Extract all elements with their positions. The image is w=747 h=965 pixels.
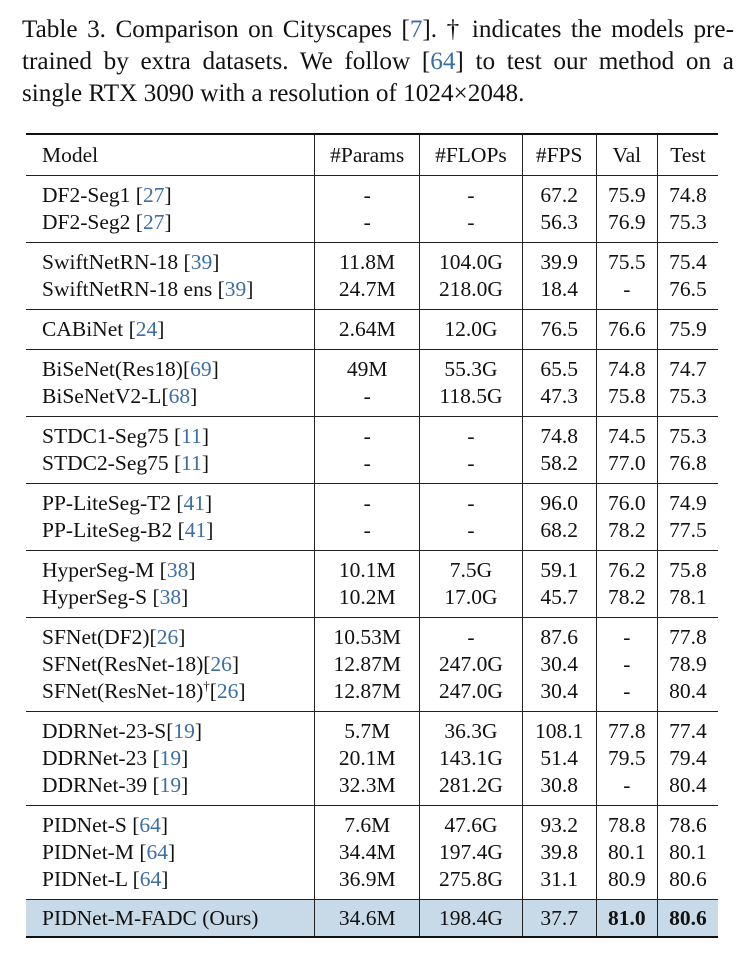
table-row [26, 618, 718, 652]
flops-cell: 118.5G [420, 383, 522, 417]
model-cell [26, 551, 315, 585]
citation-link[interactable]: 39 [190, 250, 213, 274]
fps-cell: 31.1 [522, 866, 596, 900]
table-row [26, 484, 718, 518]
model-name: DDRNet-23-S [42, 719, 167, 743]
test-cell: 79.4 [669, 746, 707, 770]
val-cell: - [596, 651, 657, 678]
flops-cell: - [420, 209, 522, 243]
fps-cell: 58.2 [522, 450, 596, 484]
params-cell: 11.8M [315, 243, 420, 277]
test-cell: 80.4 [669, 773, 707, 797]
bracket-close: ] [181, 746, 189, 770]
model-name: PIDNet-M [42, 840, 140, 864]
model-group [26, 551, 718, 618]
flops-cell: 7.5G [420, 551, 522, 585]
table-row [26, 678, 718, 712]
model-name: PIDNet-S [42, 813, 133, 837]
citation-link[interactable]: 11 [181, 424, 202, 448]
test-cell: 75.3 [669, 210, 707, 234]
params-cell: 10.2M [315, 584, 420, 618]
table-row [26, 712, 718, 746]
caption-text-2: ]. † indicates the models pre-trained by extra datasets. We follow [ [22, 16, 734, 75]
citation-link[interactable]: 68 [168, 384, 191, 408]
table-row [26, 584, 718, 618]
bracket-close: ] [168, 840, 176, 864]
val-cell: 78.2 [596, 584, 657, 618]
model-name: PIDNet-L [42, 867, 133, 891]
test-cell: 77.5 [669, 518, 707, 542]
model-name: BiSeNetV2-L [42, 384, 162, 408]
model-name: SwiftNetRN-18 [42, 250, 184, 274]
flops-cell: 281.2G [420, 772, 522, 806]
table-row [26, 176, 718, 210]
model-cell [26, 276, 315, 310]
bracket-close: ] [190, 384, 198, 408]
model-group [26, 176, 718, 243]
citation-link[interactable]: 24 [135, 317, 158, 341]
bracket-open: [ [159, 558, 167, 582]
bracket-close: ] [205, 491, 213, 515]
test-cell: 75.3 [669, 384, 707, 408]
fps-cell: 76.5 [522, 310, 596, 350]
fps-cell: 30.4 [522, 678, 596, 712]
fps-cell: 39.9 [522, 243, 596, 277]
table-row [26, 806, 718, 840]
flops-cell: 17.0G [420, 584, 522, 618]
model-group [26, 618, 718, 712]
model-name: HyperSeg-S [42, 585, 153, 609]
header-flops: #FLOPs [420, 134, 522, 176]
bracket-close: ] [157, 317, 165, 341]
params-cell: - [315, 417, 420, 451]
bracket-close: ] [164, 210, 172, 234]
fps-cell: 30.4 [522, 651, 596, 678]
bracket-open: [ [161, 384, 169, 408]
fps-cell: 45.7 [522, 584, 596, 618]
fps-cell: 65.5 [522, 350, 596, 384]
bracket-open: [ [152, 746, 160, 770]
model-name: SwiftNetRN-18 ens [42, 277, 218, 301]
table-row [26, 383, 718, 417]
bracket-close: ] [181, 773, 189, 797]
bracket-open: [ [176, 491, 184, 515]
model-name: SFNet(ResNet-18) [42, 679, 204, 703]
bracket-close: ] [206, 518, 214, 542]
test-cell: 75.9 [669, 317, 707, 341]
model-cell [26, 383, 315, 417]
citation-link[interactable]: 26 [156, 625, 179, 649]
val-cell: 78.8 [596, 806, 657, 840]
ours-row [26, 900, 718, 938]
fps-cell: 108.1 [522, 712, 596, 746]
model-name: SFNet(DF2) [42, 625, 150, 649]
bracket-close: ] [181, 585, 189, 609]
table-row [26, 772, 718, 806]
caption-text-3: ] to test our method on a single RTX 3090 with a resolution of 1024×2048. [22, 48, 734, 107]
bracket-open: [ [209, 679, 217, 703]
model-cell [26, 806, 315, 840]
model-cell [26, 243, 315, 277]
citation-link[interactable]: 64 [139, 813, 161, 837]
bracket-close: ] [188, 558, 196, 582]
caption-text-1: Table 3. Comparison on Cityscapes [ [22, 16, 410, 43]
val-cell: - [596, 678, 657, 712]
bracket-close: ] [238, 679, 246, 703]
table-row [26, 839, 718, 866]
flops-cell: 55.3G [420, 350, 522, 384]
fps-cell: 67.2 [522, 176, 596, 210]
model-cell [26, 417, 315, 451]
bracket-close: ] [201, 451, 210, 475]
params-cell: 36.9M [315, 866, 420, 900]
model-name: BiSeNet(Res18) [42, 357, 183, 381]
table-caption [22, 14, 734, 110]
flops-cell: 12.0G [420, 310, 522, 350]
bracket-open: [ [177, 518, 185, 542]
model-name: SFNet(ResNet-18) [42, 652, 204, 676]
citation-link[interactable]: 26 [210, 652, 232, 676]
test-cell: 75.3 [669, 424, 707, 448]
table-row [26, 417, 718, 451]
header-fps: #FPS [522, 134, 596, 176]
bracket-open: [ [132, 867, 140, 891]
bracket-open: [ [135, 183, 143, 207]
model-cell [26, 651, 315, 678]
bracket-open: [ [135, 210, 143, 234]
model-group [26, 243, 718, 310]
bracket-open: [ [152, 773, 160, 797]
model-name: STDC2-Seg75 [42, 451, 174, 475]
val-cell: - [596, 618, 657, 652]
val-cell: 81.0 [596, 900, 657, 938]
table-row [26, 745, 718, 772]
bracket-open: [ [203, 652, 211, 676]
test-cell: 75.4 [669, 250, 707, 274]
model-name: DF2-Seg1 [42, 183, 136, 207]
fps-cell: 56.3 [522, 209, 596, 243]
bracket-open: [ [174, 424, 182, 448]
test-cell: 80.1 [669, 840, 707, 864]
fps-cell: 68.2 [522, 517, 596, 551]
citation-link[interactable]: 64 [139, 867, 162, 891]
val-cell: 75.8 [596, 383, 657, 417]
test-cell: 78.6 [669, 813, 707, 837]
fps-cell: 93.2 [522, 806, 596, 840]
bracket-open: [ [174, 451, 182, 475]
bracket-close: ] [201, 424, 210, 448]
params-cell: 12.87M [315, 651, 420, 678]
params-cell: - [315, 484, 420, 518]
fps-cell: 87.6 [522, 618, 596, 652]
val-cell: 76.9 [596, 209, 657, 243]
bracket-close: ] [212, 250, 220, 274]
bracket-close: ] [161, 867, 169, 891]
model-group [26, 806, 718, 900]
bracket-close: ] [246, 277, 254, 301]
val-cell: 78.2 [596, 517, 657, 551]
params-cell: - [315, 450, 420, 484]
table-row [26, 276, 718, 310]
model-cell [26, 772, 315, 806]
fps-cell: 30.8 [522, 772, 596, 806]
test-cell: 74.7 [669, 357, 707, 381]
val-cell: 79.5 [596, 745, 657, 772]
params-cell: 7.6M [315, 806, 420, 840]
fps-cell: 37.7 [522, 900, 596, 938]
val-cell: 77.8 [596, 712, 657, 746]
flops-cell: - [420, 517, 522, 551]
table-row [26, 651, 718, 678]
model-cell [26, 350, 315, 384]
bracket-close: ] [178, 625, 186, 649]
table-row [26, 551, 718, 585]
flops-cell: - [420, 176, 522, 210]
val-cell: 76.2 [596, 551, 657, 585]
val-cell: 74.5 [596, 417, 657, 451]
citation-link[interactable]: 11 [181, 451, 202, 475]
params-cell: 24.7M [315, 276, 420, 310]
params-cell: 5.7M [315, 712, 420, 746]
citation-link[interactable]: 19 [159, 773, 182, 797]
flops-cell: 198.4G [420, 900, 522, 938]
table-row [26, 350, 718, 384]
model-name: STDC1-Seg75 [42, 424, 174, 448]
val-cell: 80.1 [596, 839, 657, 866]
ours-row-group [26, 900, 718, 938]
params-cell: 10.53M [315, 618, 420, 652]
model-cell [26, 584, 315, 618]
test-cell: 78.1 [669, 585, 707, 609]
model-name: PIDNet-M-FADC (Ours) [26, 900, 315, 938]
citation-link[interactable]: 27 [142, 210, 165, 234]
citation-link[interactable]: 39 [224, 277, 247, 301]
bracket-open: [ [217, 277, 225, 301]
val-cell: 76.6 [596, 310, 657, 350]
model-group [26, 484, 718, 551]
citation-link[interactable]: 41 [183, 491, 206, 515]
flops-cell: 104.0G [420, 243, 522, 277]
model-cell [26, 176, 315, 210]
bracket-close: ] [160, 813, 169, 837]
bracket-close: ] [164, 183, 172, 207]
bracket-open: [ [166, 719, 174, 743]
bracket-close: ] [194, 719, 203, 743]
params-cell: - [315, 209, 420, 243]
test-cell: 76.8 [669, 451, 707, 475]
test-cell: 77.8 [669, 625, 707, 649]
bracket-close: ] [231, 652, 240, 676]
model-cell [26, 517, 315, 551]
fps-cell: 51.4 [522, 745, 596, 772]
val-cell: 76.0 [596, 484, 657, 518]
flops-cell: - [420, 618, 522, 652]
fps-cell: 96.0 [522, 484, 596, 518]
model-cell [26, 678, 315, 712]
bracket-open: [ [182, 357, 191, 381]
flops-cell: 218.0G [420, 276, 522, 310]
params-cell: 12.87M [315, 678, 420, 712]
header-test: Test [670, 142, 706, 167]
table-row [26, 310, 718, 350]
params-cell: 32.3M [315, 772, 420, 806]
bracket-open: [ [152, 585, 160, 609]
test-cell: 76.5 [669, 277, 707, 301]
val-cell: - [596, 772, 657, 806]
citation-link[interactable]: 26 [216, 679, 239, 703]
flops-cell: 36.3G [420, 712, 522, 746]
citation-link[interactable]: 38 [159, 585, 182, 609]
flops-cell: 247.0G [420, 678, 522, 712]
pretrained-dagger-mark: † [203, 677, 210, 693]
citation-link[interactable]: 64 [146, 840, 169, 864]
model-cell [26, 484, 315, 518]
val-cell: - [596, 276, 657, 310]
citation-link[interactable]: 19 [173, 719, 195, 743]
citation-link[interactable]: 19 [159, 746, 182, 770]
params-cell: 34.4M [315, 839, 420, 866]
model-name: PP-LiteSeg-B2 [42, 518, 178, 542]
model-group [26, 712, 718, 806]
table-row [26, 209, 718, 243]
header-model: Model [26, 134, 315, 176]
comparison-table [26, 133, 718, 938]
fps-cell: 47.3 [522, 383, 596, 417]
model-cell [26, 450, 315, 484]
caption-citation-link[interactable]: 7 [409, 16, 423, 43]
flops-cell: - [420, 484, 522, 518]
model-name: DF2-Seg2 [42, 210, 136, 234]
fps-cell: 18.4 [522, 276, 596, 310]
flops-cell: 197.4G [420, 839, 522, 866]
comparison-table-container [26, 133, 718, 938]
params-cell: - [315, 383, 420, 417]
table-header-row [26, 134, 718, 176]
test-cell: 78.9 [669, 652, 707, 676]
bracket-open: [ [149, 625, 157, 649]
flops-cell: - [420, 417, 522, 451]
bracket-open: [ [139, 840, 147, 864]
model-cell [26, 866, 315, 900]
model-cell [26, 839, 315, 866]
params-cell: - [315, 176, 420, 210]
fps-cell: 74.8 [522, 417, 596, 451]
test-cell: 80.6 [669, 867, 707, 891]
test-cell: 74.9 [669, 491, 707, 515]
test-cell: 74.8 [669, 183, 707, 207]
params-cell: 34.6M [315, 900, 420, 938]
model-group [26, 350, 718, 417]
bracket-open: [ [128, 317, 136, 341]
params-cell: 49M [315, 350, 420, 384]
table-row [26, 243, 718, 277]
header-params: #Params [315, 134, 420, 176]
test-cell: 75.8 [669, 558, 707, 582]
model-name: DDRNet-39 [42, 773, 153, 797]
model-name: DDRNet-23 [42, 746, 153, 770]
params-cell: 10.1M [315, 551, 420, 585]
model-cell [26, 618, 315, 652]
flops-cell: 247.0G [420, 651, 522, 678]
bracket-open: [ [132, 813, 140, 837]
citation-link[interactable]: 69 [190, 357, 212, 381]
citation-link[interactable]: 41 [184, 518, 207, 542]
flops-cell: 143.1G [420, 745, 522, 772]
citation-link[interactable]: 38 [166, 558, 189, 582]
model-name: CABiNet [42, 317, 129, 341]
model-cell [26, 745, 315, 772]
caption-citation-link[interactable]: 64 [430, 48, 456, 75]
bracket-open: [ [183, 250, 191, 274]
params-cell: 20.1M [315, 745, 420, 772]
test-cell: 80.6 [669, 905, 707, 930]
model-group [26, 310, 718, 350]
val-cell: 75.9 [596, 176, 657, 210]
model-cell [26, 209, 315, 243]
val-cell: 77.0 [596, 450, 657, 484]
bracket-close: ] [211, 357, 219, 381]
model-name: HyperSeg-M [42, 558, 160, 582]
flops-cell: 47.6G [420, 806, 522, 840]
params-cell: 2.64M [315, 310, 420, 350]
table-row [26, 450, 718, 484]
val-cell: 75.5 [596, 243, 657, 277]
table-row [26, 517, 718, 551]
table-row [26, 866, 718, 900]
flops-cell: 275.8G [420, 866, 522, 900]
citation-link[interactable]: 27 [142, 183, 165, 207]
model-group [26, 417, 718, 484]
val-cell: 80.9 [596, 866, 657, 900]
model-name: PP-LiteSeg-T2 [42, 491, 177, 515]
fps-cell: 59.1 [522, 551, 596, 585]
model-cell [26, 712, 315, 746]
header-val: Val [596, 134, 657, 176]
params-cell: - [315, 517, 420, 551]
fps-cell: 39.8 [522, 839, 596, 866]
model-cell [26, 310, 315, 350]
flops-cell: - [420, 450, 522, 484]
test-cell: 80.4 [669, 679, 707, 703]
val-cell: 74.8 [596, 350, 657, 384]
test-cell: 77.4 [669, 719, 707, 743]
